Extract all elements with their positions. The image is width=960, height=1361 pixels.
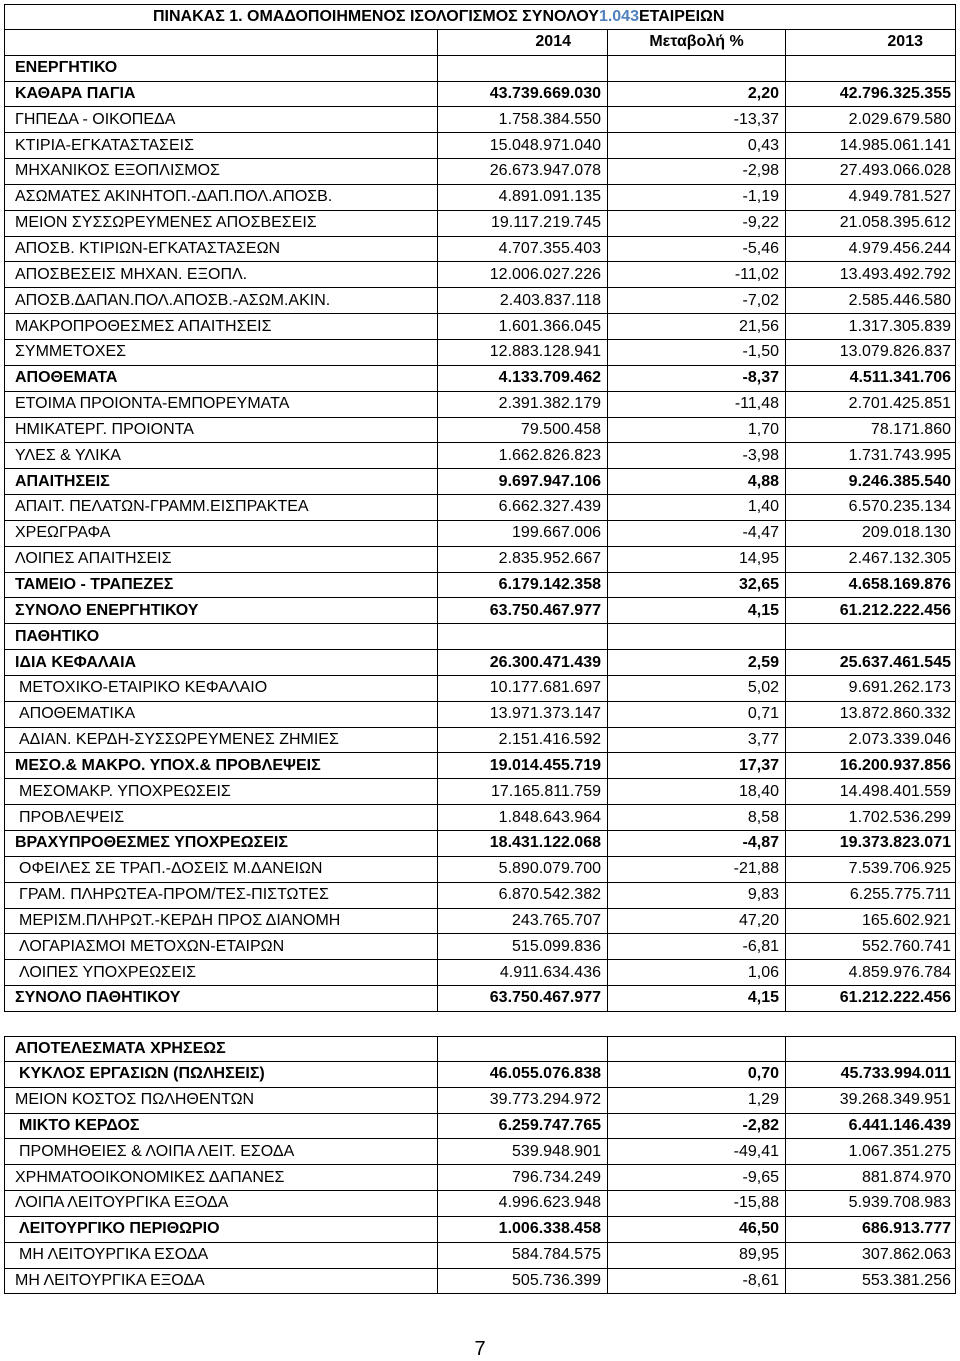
change-percent: 0,43 bbox=[607, 133, 785, 158]
column-header-row bbox=[4, 30, 956, 56]
table-row bbox=[4, 469, 956, 495]
table-row bbox=[4, 314, 956, 340]
value-2014: 796.734.249 bbox=[437, 1165, 607, 1190]
header-2014: 2014 bbox=[437, 30, 607, 55]
value-2014: 4.707.355.403 bbox=[437, 237, 607, 262]
table-title: ΠΙΝΑΚΑΣ 1. ΟΜΑΔΟΠΟΙΗΜΕΝΟΣ ΙΣΟΛΟΓΙΣΜΟΣ ΣΥΝΟΛΟΥ 1.043 ΕΤΑΙΡΕΙΩΝ bbox=[153, 7, 725, 25]
change-percent bbox=[607, 1037, 785, 1061]
company-count: 1.043 bbox=[598, 7, 639, 25]
row-label: ΓΗΠΕΔΑ - ΟΙΚΟΠΕΔΑ bbox=[15, 110, 176, 128]
value-2014: 505.736.399 bbox=[437, 1269, 607, 1294]
row-label: ΜΗΧΑΝΙΚΟΣ ΕΞΟΠΛΙΣΜΟΣ bbox=[15, 162, 220, 180]
header-change: Μεταβολή % bbox=[607, 30, 785, 55]
change-percent: -8,61 bbox=[607, 1269, 785, 1294]
value-2013: 1.067.351.275 bbox=[785, 1139, 957, 1164]
value-2014: 584.784.575 bbox=[437, 1243, 607, 1268]
table-row bbox=[4, 288, 956, 314]
table-row bbox=[4, 262, 956, 288]
row-label: ΛΟΙΠΕΣ ΥΠΟΧΡΕΩΣΕΙΣ bbox=[19, 963, 197, 981]
value-2013: 4.979.456.244 bbox=[785, 237, 957, 262]
row-label: ΑΠΑΙΤΗΣΕΙΣ bbox=[15, 472, 110, 490]
value-2014: 12.883.128.941 bbox=[437, 340, 607, 365]
row-label: ΧΡΕΩΓΡΑΦΑ bbox=[15, 524, 111, 542]
row-label: ΜΕΙΟΝ ΚΟΣΤΟΣ ΠΩΛΗΘΕΝΤΩΝ bbox=[15, 1091, 255, 1109]
change-percent: -49,41 bbox=[607, 1139, 785, 1164]
row-label: ΛΕΙΤΟΥΡΓΙΚΟ ΠΕΡΙΘΩΡΙΟ bbox=[19, 1220, 220, 1238]
change-percent: -6,81 bbox=[607, 934, 785, 959]
change-percent: -11,48 bbox=[607, 392, 785, 417]
table-row bbox=[4, 159, 956, 185]
table-row bbox=[4, 418, 956, 444]
value-2014: 13.971.373.147 bbox=[437, 702, 607, 727]
row-label: ΑΠΟΣΒ.ΔΑΠΑΝ.ΠΟΛ.ΑΠΟΣΒ.-ΑΣΩΜ.ΑΚΙΝ. bbox=[15, 291, 331, 309]
change-percent: -2,98 bbox=[607, 159, 785, 184]
value-2014: 1.758.384.550 bbox=[437, 107, 607, 132]
change-percent: 18,40 bbox=[607, 779, 785, 804]
value-2013: 2.467.132.305 bbox=[785, 547, 957, 572]
value-2013: 552.760.741 bbox=[785, 934, 957, 959]
page-number: 7 bbox=[474, 1338, 486, 1360]
row-label: ΑΔΙΑΝ. ΚΕΡΔΗ-ΣΥΣΣΩΡΕΥΜΕΝΕΣ ΖΗΜΙΕΣ bbox=[19, 731, 339, 749]
value-2014: 15.048.971.040 bbox=[437, 133, 607, 158]
value-2014: 17.165.811.759 bbox=[437, 779, 607, 804]
value-2013: 1.731.743.995 bbox=[785, 443, 957, 468]
value-2014: 4.133.709.462 bbox=[437, 366, 607, 391]
value-2014: 19.117.219.745 bbox=[437, 211, 607, 236]
row-label: ΑΠΟΣΒ. ΚΤΙΡΙΩΝ-ΕΓΚΑΤΑΣΤΑΣΕΩΝ bbox=[15, 240, 281, 258]
row-label: ΜΑΚΡΟΠΡΟΘΕΣΜΕΣ ΑΠΑΙΤΗΣΕΙΣ bbox=[15, 317, 272, 335]
value-2014: 6.259.747.765 bbox=[437, 1114, 607, 1139]
change-percent: 2,20 bbox=[607, 82, 785, 107]
change-percent: 46,50 bbox=[607, 1217, 785, 1242]
table-row bbox=[4, 1191, 956, 1217]
row-label: ΑΠΟΘΕΜΑΤΑ bbox=[15, 369, 118, 387]
value-2013: 686.913.777 bbox=[785, 1217, 957, 1242]
table-row bbox=[4, 392, 956, 418]
value-2014: 18.431.122.068 bbox=[437, 831, 607, 856]
value-2013 bbox=[785, 1037, 957, 1061]
value-2014: 39.773.294.972 bbox=[437, 1088, 607, 1113]
row-label: ΛΟΙΠΑ ΛΕΙΤΟΥΡΓΙΚΑ ΕΞΟΔΑ bbox=[15, 1194, 229, 1212]
value-2014: 6.662.327.439 bbox=[437, 495, 607, 520]
value-2013: 14.985.061.141 bbox=[785, 133, 957, 158]
row-label: ΑΠΟΘΕΜΑΤΙΚΑ bbox=[19, 705, 136, 723]
value-2014: 4.996.623.948 bbox=[437, 1191, 607, 1216]
table-row bbox=[4, 598, 956, 624]
results-body bbox=[4, 1036, 956, 1294]
value-2013: 4.859.976.784 bbox=[785, 960, 957, 985]
change-percent: 1,70 bbox=[607, 418, 785, 443]
value-2014: 4.891.091.135 bbox=[437, 185, 607, 210]
row-label: ΚΑΘΑΡΑ ΠΑΓΙΑ bbox=[15, 84, 136, 102]
value-2013: 16.200.937.856 bbox=[785, 753, 957, 778]
change-percent: -21,88 bbox=[607, 857, 785, 882]
table-row bbox=[4, 728, 956, 754]
change-percent: 3,77 bbox=[607, 728, 785, 753]
table-row bbox=[4, 340, 956, 366]
table-row bbox=[4, 521, 956, 547]
row-label: ΑΠΑΙΤ. ΠΕΛΑΤΩΝ-ΓΡΑΜΜ.ΕΙΣΠΡΑΚΤΕΑ bbox=[15, 498, 309, 516]
value-2013: 13.079.826.837 bbox=[785, 340, 957, 365]
table-row bbox=[4, 986, 956, 1012]
table-row bbox=[4, 211, 956, 237]
value-2013: 9.691.262.173 bbox=[785, 676, 957, 701]
row-label: ΣΥΝΟΛΟ ΠΑΘΗΤΙΚΟΥ bbox=[15, 989, 181, 1007]
value-2013: 61.212.222.456 bbox=[785, 986, 957, 1011]
change-percent: 4,15 bbox=[607, 598, 785, 623]
row-label: ΤΑΜΕΙΟ - ΤΡΑΠΕΖΕΣ bbox=[15, 575, 174, 593]
value-2013: 25.637.461.545 bbox=[785, 650, 957, 675]
row-label: ΕΤΟΙΜΑ ΠΡΟΙΟΝΤΑ-ΕΜΠΟΡΕΥΜΑΤΑ bbox=[15, 395, 290, 413]
change-percent: -3,98 bbox=[607, 443, 785, 468]
change-percent: -1,50 bbox=[607, 340, 785, 365]
value-2013: 42.796.325.355 bbox=[785, 82, 957, 107]
row-label: ΜΕΙΟΝ ΣΥΣΣΩΡΕΥΜΕΝΕΣ ΑΠΟΣΒΕΣΕΙΣ bbox=[15, 214, 317, 232]
change-percent: 1,40 bbox=[607, 495, 785, 520]
row-label: ΠΡΟΜΗΘΕΙΕΣ & ΛΟΙΠΑ ΛΕΙΤ. ΕΣΟΔΑ bbox=[19, 1142, 295, 1160]
value-2014: 2.391.382.179 bbox=[437, 392, 607, 417]
change-percent: 9,83 bbox=[607, 883, 785, 908]
value-2013: 61.212.222.456 bbox=[785, 598, 957, 623]
change-percent: 0,71 bbox=[607, 702, 785, 727]
value-2013: 4.949.781.527 bbox=[785, 185, 957, 210]
row-label: ΜΕΡΙΣΜ.ΠΛΗΡΩΤ.-ΚΕΡΔΗ ΠΡΟΣ ΔΙΑΝΟΜΗ bbox=[19, 911, 341, 929]
value-2014: 2.151.416.592 bbox=[437, 728, 607, 753]
change-percent: -9,65 bbox=[607, 1165, 785, 1190]
table-row bbox=[4, 1217, 956, 1243]
value-2014 bbox=[437, 624, 607, 649]
value-2014: 515.099.836 bbox=[437, 934, 607, 959]
row-label: ΠΑΘΗΤΙΚΟ bbox=[15, 627, 100, 645]
row-label: ΓΡΑΜ. ΠΛΗΡΩΤΕΑ-ΠΡΟΜ/ΤΕΣ-ΠΙΣΤΩΤΕΣ bbox=[19, 886, 329, 904]
row-label: ΜΕΣΟΜΑΚΡ. ΥΠΟΧΡΕΩΣΕΙΣ bbox=[19, 782, 231, 800]
change-percent: -9,22 bbox=[607, 211, 785, 236]
table-row bbox=[4, 831, 956, 857]
value-2014: 2.403.837.118 bbox=[437, 288, 607, 313]
change-percent: -8,37 bbox=[607, 366, 785, 391]
table-row bbox=[4, 495, 956, 521]
value-2014: 1.601.366.045 bbox=[437, 314, 607, 339]
value-2014: 2.835.952.667 bbox=[437, 547, 607, 572]
change-percent: -5,46 bbox=[607, 237, 785, 262]
results-table bbox=[4, 1036, 956, 1294]
value-2014: 9.697.947.106 bbox=[437, 469, 607, 494]
change-percent: -15,88 bbox=[607, 1191, 785, 1216]
table-row bbox=[4, 1243, 956, 1269]
table-row bbox=[4, 960, 956, 986]
value-2013: 45.733.994.011 bbox=[785, 1062, 957, 1087]
change-percent: 5,02 bbox=[607, 676, 785, 701]
value-2013: 9.246.385.540 bbox=[785, 469, 957, 494]
row-label: ΜΗ ΛΕΙΤΟΥΡΓΙΚΑ ΕΣΟΔΑ bbox=[19, 1246, 209, 1264]
value-2013: 78.171.860 bbox=[785, 418, 957, 443]
header-label-cell bbox=[5, 30, 437, 55]
value-2014: 1.662.826.823 bbox=[437, 443, 607, 468]
table-row bbox=[4, 573, 956, 599]
table-row bbox=[4, 133, 956, 159]
value-2013: 6.441.146.439 bbox=[785, 1114, 957, 1139]
table-row bbox=[4, 805, 956, 831]
value-2014: 4.911.634.436 bbox=[437, 960, 607, 985]
table-row bbox=[4, 1269, 956, 1295]
value-2014 bbox=[437, 1037, 607, 1061]
change-percent: -11,02 bbox=[607, 262, 785, 287]
value-2013 bbox=[785, 624, 957, 649]
change-percent: -13,37 bbox=[607, 107, 785, 132]
value-2014: 63.750.467.977 bbox=[437, 598, 607, 623]
row-label: ΣΥΝΟΛΟ ΕΝΕΡΓΗΤΙΚΟΥ bbox=[15, 601, 199, 619]
table-title-row bbox=[4, 4, 956, 30]
table-row bbox=[4, 366, 956, 392]
table-row bbox=[4, 702, 956, 728]
value-2013: 13.872.860.332 bbox=[785, 702, 957, 727]
row-label: ΛΟΙΠΕΣ ΑΠΑΙΤΗΣΕΙΣ bbox=[15, 550, 172, 568]
row-label: ΧΡΗΜΑΤΟΟΙΚΟΝΟΜΙΚΕΣ ΔΑΠΑΝΕΣ bbox=[15, 1168, 285, 1186]
value-2014: 1.848.643.964 bbox=[437, 805, 607, 830]
value-2013: 39.268.349.951 bbox=[785, 1088, 957, 1113]
value-2014: 6.870.542.382 bbox=[437, 883, 607, 908]
value-2013: 6.255.775.711 bbox=[785, 883, 957, 908]
table-row bbox=[4, 1088, 956, 1114]
value-2013: 2.701.425.851 bbox=[785, 392, 957, 417]
table-row bbox=[4, 1165, 956, 1191]
row-label: ΚΥΚΛΟΣ ΕΡΓΑΣΙΩΝ (ΠΩΛΗΣΕΙΣ) bbox=[19, 1065, 265, 1083]
value-2014: 6.179.142.358 bbox=[437, 573, 607, 598]
section-row bbox=[4, 1036, 956, 1062]
value-2014: 199.667.006 bbox=[437, 521, 607, 546]
row-label: ΜΕΤΟΧΙΚΟ-ΕΤΑΙΡΙΚΟ ΚΕΦΑΛΑΙΟ bbox=[19, 679, 268, 697]
row-label: ΑΠΟΣΒΕΣΕΙΣ ΜΗΧΑΝ. ΕΞΟΠΛ. bbox=[15, 265, 248, 283]
table-row bbox=[4, 443, 956, 469]
value-2014: 79.500.458 bbox=[437, 418, 607, 443]
row-label: ΥΛΕΣ & ΥΛΙΚΑ bbox=[15, 446, 121, 464]
change-percent: 1,29 bbox=[607, 1088, 785, 1113]
section-row bbox=[4, 624, 956, 650]
table-row bbox=[4, 650, 956, 676]
table-row bbox=[4, 883, 956, 909]
row-label: ΣΥΜΜΕΤΟΧΕΣ bbox=[15, 343, 127, 361]
table-row bbox=[4, 934, 956, 960]
row-label: ΑΠΟΤΕΛΕΣΜΑΤΑ ΧΡΗΣΕΩΣ bbox=[15, 1039, 226, 1057]
row-label: ΠΡΟΒΛΕΨΕΙΣ bbox=[19, 808, 125, 826]
value-2013: 2.585.446.580 bbox=[785, 288, 957, 313]
row-label: ΛΟΓΑΡΙΑΣΜΟΙ ΜΕΤΟΧΩΝ-ΕΤΑΙΡΩΝ bbox=[19, 937, 285, 955]
change-percent: 1,06 bbox=[607, 960, 785, 985]
change-percent: 32,65 bbox=[607, 573, 785, 598]
change-percent: -2,82 bbox=[607, 1114, 785, 1139]
value-2013: 165.602.921 bbox=[785, 909, 957, 934]
change-percent: -4,47 bbox=[607, 521, 785, 546]
value-2014: 5.890.079.700 bbox=[437, 857, 607, 882]
value-2013: 21.058.395.612 bbox=[785, 211, 957, 236]
change-percent: 4,88 bbox=[607, 469, 785, 494]
value-2014: 1.006.338.458 bbox=[437, 1217, 607, 1242]
value-2013: 27.493.066.028 bbox=[785, 159, 957, 184]
value-2013: 307.862.063 bbox=[785, 1243, 957, 1268]
value-2014: 63.750.467.977 bbox=[437, 986, 607, 1011]
change-percent: 14,95 bbox=[607, 547, 785, 572]
value-2014: 46.055.076.838 bbox=[437, 1062, 607, 1087]
table-row bbox=[4, 676, 956, 702]
table-row bbox=[4, 753, 956, 779]
change-percent: -1,19 bbox=[607, 185, 785, 210]
table-row bbox=[4, 909, 956, 935]
value-2013: 881.874.970 bbox=[785, 1165, 957, 1190]
row-label: ΜΗ ΛΕΙΤΟΥΡΓΙΚΑ ΕΞΟΔΑ bbox=[15, 1272, 205, 1290]
value-2013: 2.073.339.046 bbox=[785, 728, 957, 753]
row-label: ΜΕΣΟ.& ΜΑΚΡΟ. ΥΠΟΧ.& ΠΡΟΒΛΕΨΕΙΣ bbox=[15, 756, 321, 774]
value-2013: 14.498.401.559 bbox=[785, 779, 957, 804]
change-percent: 21,56 bbox=[607, 314, 785, 339]
table-row bbox=[4, 1062, 956, 1088]
value-2013: 553.381.256 bbox=[785, 1269, 957, 1294]
value-2013: 19.373.823.071 bbox=[785, 831, 957, 856]
value-2013: 4.511.341.706 bbox=[785, 366, 957, 391]
table-row bbox=[4, 1114, 956, 1140]
row-label: ΕΝΕΡΓΗΤΙΚΟ bbox=[15, 59, 118, 77]
value-2013: 13.493.492.792 bbox=[785, 262, 957, 287]
table-row bbox=[4, 857, 956, 883]
balance-sheet-table bbox=[4, 4, 956, 1012]
value-2014: 26.300.471.439 bbox=[437, 650, 607, 675]
change-percent bbox=[607, 56, 785, 81]
change-percent: 0,70 bbox=[607, 1062, 785, 1087]
value-2013: 6.570.235.134 bbox=[785, 495, 957, 520]
table-row bbox=[4, 1139, 956, 1165]
value-2013: 2.029.679.580 bbox=[785, 107, 957, 132]
row-label: ΜΙΚΤΟ ΚΕΡΔΟΣ bbox=[19, 1116, 140, 1134]
value-2014: 19.014.455.719 bbox=[437, 753, 607, 778]
row-label: ΗΜΙΚΑΤΕΡΓ. ΠΡΟΙΟΝΤΑ bbox=[15, 420, 194, 438]
row-label: ΙΔΙΑ ΚΕΦΑΛΑΙΑ bbox=[15, 653, 137, 671]
change-percent: 47,20 bbox=[607, 909, 785, 934]
change-percent: 17,37 bbox=[607, 753, 785, 778]
change-percent: 2,59 bbox=[607, 650, 785, 675]
change-percent: -4,87 bbox=[607, 831, 785, 856]
row-label: ΑΣΩΜΑΤΕΣ ΑΚΙΝΗΤΟΠ.-ΔΑΠ.ΠΟΛ.ΑΠΟΣΒ. bbox=[15, 188, 333, 206]
change-percent: -7,02 bbox=[607, 288, 785, 313]
header-2013: 2013 bbox=[785, 30, 957, 55]
value-2013: 5.939.708.983 bbox=[785, 1191, 957, 1216]
value-2013: 1.317.305.839 bbox=[785, 314, 957, 339]
value-2013: 7.539.706.925 bbox=[785, 857, 957, 882]
value-2014: 43.739.669.030 bbox=[437, 82, 607, 107]
value-2013: 209.018.130 bbox=[785, 521, 957, 546]
table-row bbox=[4, 185, 956, 211]
table-row bbox=[4, 779, 956, 805]
change-percent: 4,15 bbox=[607, 986, 785, 1011]
change-percent: 89,95 bbox=[607, 1243, 785, 1268]
value-2013: 1.702.536.299 bbox=[785, 805, 957, 830]
row-label: ΟΦΕΙΛΕΣ ΣΕ ΤΡΑΠ.-ΔΟΣΕΙΣ Μ.ΔΑΝΕΙΩΝ bbox=[19, 860, 323, 878]
table-row bbox=[4, 237, 956, 263]
value-2014: 12.006.027.226 bbox=[437, 262, 607, 287]
value-2013 bbox=[785, 56, 957, 81]
change-percent bbox=[607, 624, 785, 649]
section-row bbox=[4, 56, 956, 82]
table-row bbox=[4, 82, 956, 108]
row-label: ΚΤΙΡΙΑ-ΕΓΚΑΤΑΣΤΑΣΕΙΣ bbox=[15, 136, 194, 154]
value-2014: 539.948.901 bbox=[437, 1139, 607, 1164]
value-2014: 243.765.707 bbox=[437, 909, 607, 934]
row-label: ΒΡΑΧΥΠΡΟΘΕΣΜΕΣ ΥΠΟΧΡΕΩΣΕΙΣ bbox=[15, 834, 288, 852]
value-2014 bbox=[437, 56, 607, 81]
table-row bbox=[4, 547, 956, 573]
balance-body bbox=[4, 56, 956, 1012]
table-row bbox=[4, 107, 956, 133]
change-percent: 8,58 bbox=[607, 805, 785, 830]
value-2013: 4.658.169.876 bbox=[785, 573, 957, 598]
value-2014: 10.177.681.697 bbox=[437, 676, 607, 701]
value-2014: 26.673.947.078 bbox=[437, 159, 607, 184]
